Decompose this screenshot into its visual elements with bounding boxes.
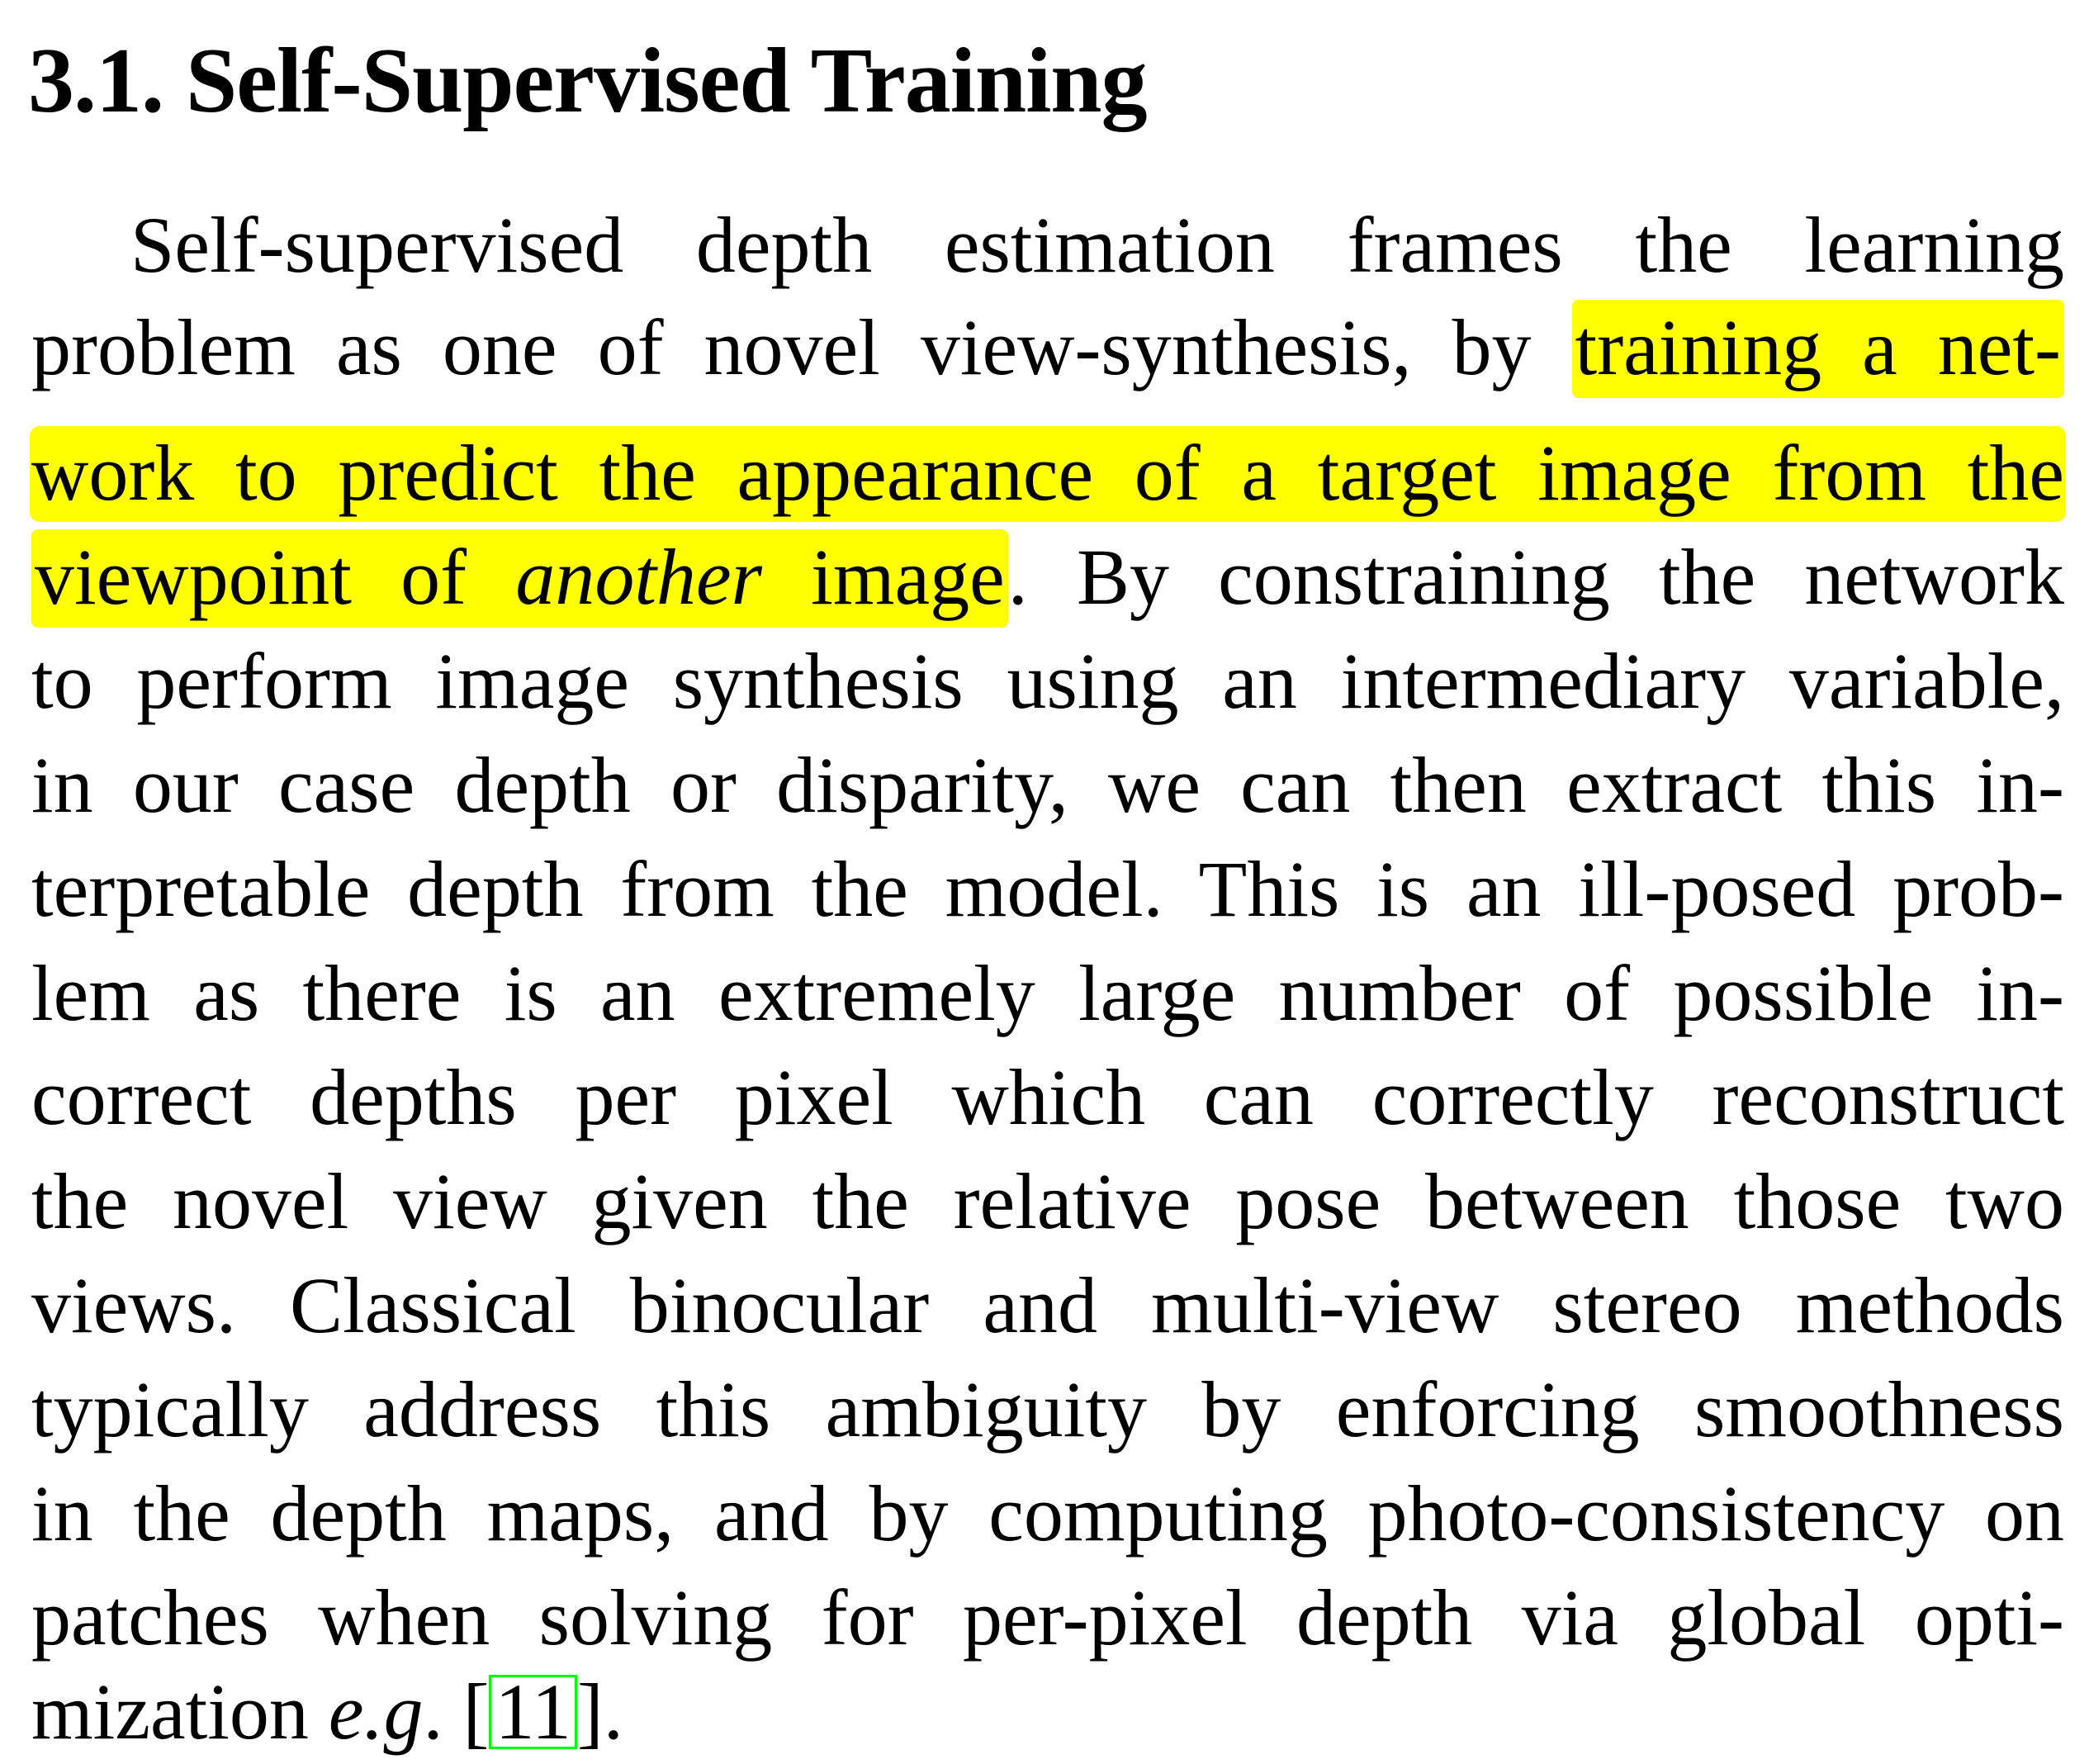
- paragraph-text: the novel view given the relative pose between those two: [31, 1157, 2064, 1245]
- paragraph-text: views. Classical binocular and multi-view stereo methods: [31, 1261, 2064, 1349]
- paragraph-line-13: [31, 1462, 2064, 1566]
- emphasis-text: e.g: [328, 1667, 424, 1756]
- paragraph-text: . By constraining the network: [1007, 533, 2064, 621]
- paragraph-line-7: [31, 837, 2064, 941]
- paragraph-line-3: [31, 421, 2064, 525]
- paragraph-text: . [: [423, 1667, 490, 1756]
- highlighted-text[interactable]: work to predict the appearance of a target image from the: [31, 429, 2064, 517]
- paragraph-line-8: [31, 941, 2064, 1046]
- paragraph-line-12: [31, 1358, 2064, 1462]
- paragraph-text: typically address this ambiguity by enforcing smoothness: [31, 1365, 2064, 1453]
- paragraph-line-4: [31, 525, 2064, 629]
- section-heading: 3.1. Self-Supervised Training: [28, 30, 1147, 132]
- highlighted-text[interactable]: training a net-: [1572, 300, 2065, 398]
- paragraph-text: to perform image synthesis using an intermediary variable,: [31, 637, 2064, 725]
- paragraph-line-2: [31, 296, 2064, 400]
- paragraph-line-14: [31, 1566, 2064, 1670]
- paragraph-line-5: [31, 629, 2064, 733]
- paragraph-text: problem as one of novel view-synthesis, by: [31, 303, 1572, 391]
- paragraph-line-10: [31, 1150, 2064, 1254]
- paragraph-text: patches when solving for per-pixel depth via global opti-: [31, 1573, 2064, 1662]
- paragraph-text: Self-supervised depth estimation frames the learning: [130, 201, 2064, 289]
- paragraph-line-6: [31, 733, 2064, 837]
- emphasis-text: another: [515, 533, 762, 621]
- highlighted-text-part: image: [761, 533, 1005, 621]
- paragraph-text: in the depth maps, and by computing photo-consistency on: [31, 1469, 2064, 1558]
- highlighted-text-part: viewpoint of: [35, 533, 516, 621]
- paragraph-line-11: [31, 1254, 2064, 1358]
- highlighted-text[interactable]: [31, 529, 1008, 628]
- paragraph-text: ].: [576, 1667, 623, 1756]
- paragraph-text: lem as there is an extremely large number of possible in-: [31, 949, 2064, 1037]
- paragraph-line-15: [31, 1660, 2064, 1764]
- paragraph-line-9: [31, 1046, 2064, 1150]
- citation-link[interactable]: 11: [489, 1675, 576, 1749]
- paragraph-text: correct depths per pixel which can correctly reconstruct: [31, 1053, 2064, 1141]
- paragraph-text: terpretable depth from the model. This is an ill-posed prob-: [31, 845, 2064, 933]
- paragraph-text: mization: [31, 1667, 329, 1756]
- paragraph-text: in our case depth or disparity, we can then extract this in-: [31, 741, 2064, 829]
- paragraph-line-1: [130, 193, 2064, 297]
